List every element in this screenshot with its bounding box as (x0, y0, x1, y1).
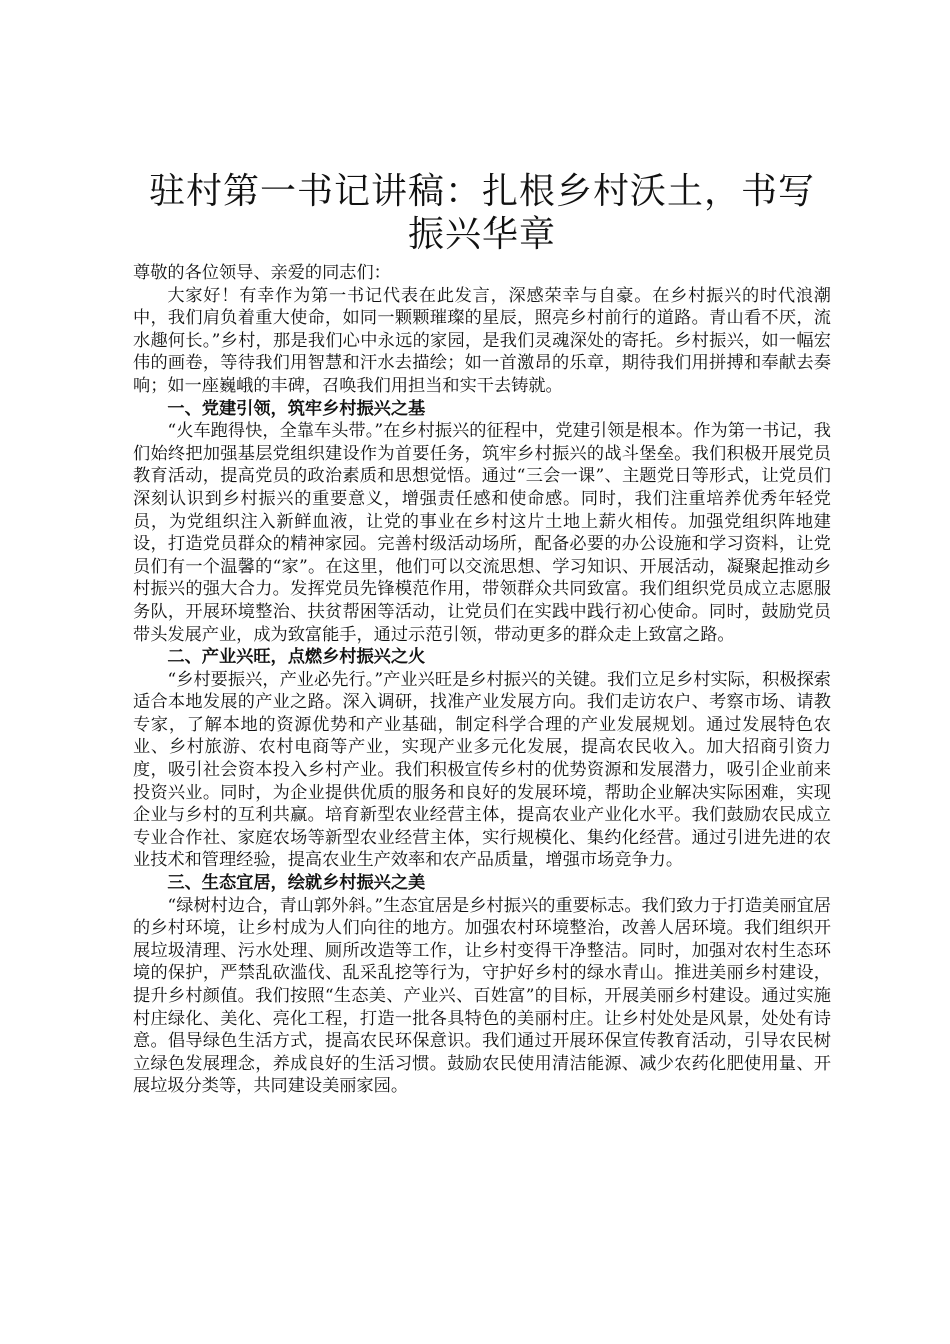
section-heading-industry: 二、产业兴旺，点燃乡村振兴之火 (167, 647, 426, 668)
intro-paragraph: 大家好！有幸作为第一书记代表在此发言，深感荣幸与自豪。在乡村振兴的时代浪潮中，我们肩负着重大使命，如同一颗颗璀璨的星辰，照亮乡村前行的道路。青山看不厌，流水趣何长。”乡村，那是我们心中永远的家园，是我们灵魂深处的寄托。乡村振兴，如一幅宏伟的画卷，等待我们用智慧和汗水去描绘；如一首激昂的乐章，期待我们用拼搏和奉献去奏响；如一座巍峨的丰碑，召唤我们用担当和实干去铸就。 (133, 285, 831, 396)
greeting: 尊敬的各位领导、亲爱的同志们： (133, 263, 391, 283)
section-heading-party-building: 一、党建引领，筑牢乡村振兴之基 (167, 398, 426, 419)
section-body-ecology: “绿树村边合，青山郭外斜。”生态宜居是乡村振兴的重要标志。我们致力于打造美丽宜居的乡村环境，让乡村成为人们向往的地方。加强农村环境整治，改善人居环境。我们组织开展垃圾清理、污水处理、厕所改造等工作，让乡村变得干净整洁。同时，加强对农村生态环境的保护，严禁乱砍滥伐、乱采乱挖等行为，守护好乡村的绿水青山。推进美丽乡村建设，提升乡村颜值。我们按照“生态美、产业兴、百姓富”的目标，开展美丽乡村建设。通过实施村庄绿化、美化、亮化工程，打造一批各具特色的美丽村庄。让乡村处处是风景，处处有诗意。倡导绿色生活方式，提高农民环保意识。我们通过开展环保宣传教育活动，引导农民树立绿色发展理念，养成良好的生活习惯。鼓励农民使用清洁能源、减少农药化肥使用量、开展垃圾分类等，共同建设美丽家园。 (133, 895, 831, 1097)
document-body (133, 170, 831, 1098)
section-body-party-building: “火车跑得快，全靠车头带。”在乡村振兴的征程中，党建引领是根本。作为第一书记，我们始终把加强基层党组织建设作为首要任务，筑牢乡村振兴的战斗堡垒。我们积极开展党员教育活动，提高党员的政治素质和思想觉悟。通过“三会一课”、主题党日等形式，让党员们深刻认识到乡村振兴的重要意义，增强责任感和使命感。同时，我们注重培养优秀年轻党员，为党组织注入新鲜血液，让党的事业在乡村这片土地上薪火相传。加强党组织阵地建设，打造党员群众的精神家园。完善村级活动场所，配备必要的办公设施和学习资料，让党员们有一个温馨的“家”。在这里，他们可以交流思想、学习知识、开展活动，凝聚起推动乡村振兴的强大合力。发挥党员先锋模范作用，带领群众共同致富。我们组织党员成立志愿服务队，开展环境整治、扶贫帮困等活动，让党员们在实践中践行初心使命。同时，鼓励党员带头发展产业，成为致富能手，通过示范引领，带动更多的群众走上致富之路。 (133, 421, 831, 645)
section-body-industry: “乡村要振兴，产业必先行。”产业兴旺是乡村振兴的关键。我们立足乡村实际，积极探索适合本地发展的产业之路。深入调研，找准产业发展方向。我们走访农户、考察市场、请教专家，了解本地的资源优势和产业基础，制定科学合理的产业发展规划。通过发展特色农业、乡村旅游、农村电商等产业，实现产业多元化发展，提高农民收入。加大招商引资力度，吸引社会资本投入乡村产业。我们积极宣传乡村的优势资源和发展潜力，吸引企业前来投资兴业。同时，为企业提供优质的服务和良好的发展环境，帮助企业解决实际困难，实现企业与乡村的互利共赢。培育新型农业经营主体，提高农业产业化水平。我们鼓励农民成立专业合作社、家庭农场等新型农业经营主体，实行规模化、集约化经营。通过引进先进的农业技术和管理经验，提高农业生产效率和农产品质量，增强市场竞争力。 (133, 669, 831, 871)
page-title: 驻村第一书记讲稿：扎根乡村沃土，书写振兴华章 (148, 171, 815, 255)
section-heading-ecology: 三、生态宜居，绘就乡村振兴之美 (167, 873, 426, 894)
